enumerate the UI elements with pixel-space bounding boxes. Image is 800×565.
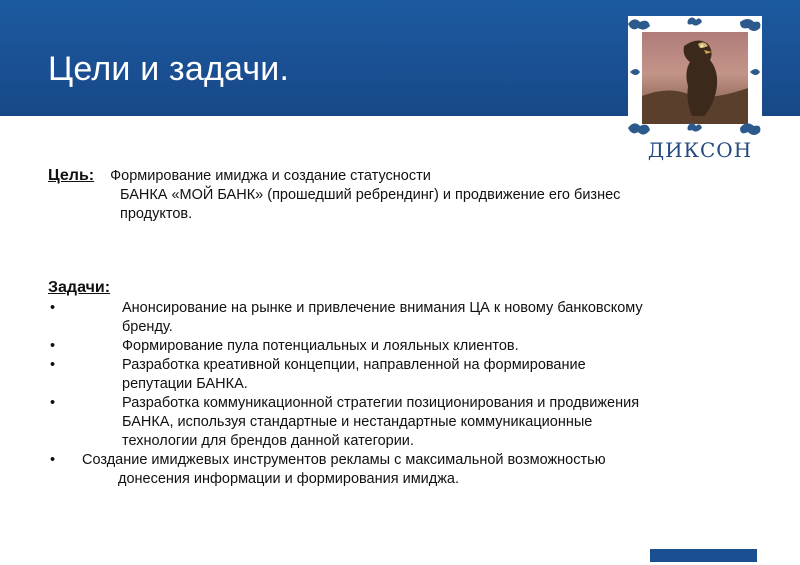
bullet-icon: • [50,357,56,373]
list-item [46,394,766,451]
goal-text-line1: Формирование имиджа и создание статусности [110,168,431,184]
tasks-label: Задачи: [48,279,111,296]
eagle-logo-icon [628,16,762,140]
task-text: бренду. [122,319,173,335]
bullet-icon: • [50,300,56,316]
logo-text: ДИКСОН [647,138,753,162]
task-text: репутации БАНКА. [122,376,248,392]
tasks-list [46,299,766,489]
list-item [46,337,766,356]
dixon-logo [628,16,762,164]
list-item [46,451,766,489]
goal-text-line3: продуктов. [120,206,193,222]
task-text: Создание имиджевых инструментов рекламы с максимальной возможностью [82,452,606,468]
task-text: Разработка коммуникационной стратегии позиционирования и продвижения [122,395,640,411]
task-text: Анонсирование на рынке и привлечение внимания ЦА к новому банковскому [122,300,643,316]
task-text: БАНКА, используя стандартные и нестандартные коммуникационные [122,414,593,430]
task-text: технологии для брендов данной категории. [122,433,414,449]
slide-title: Цели и задачи. [48,50,290,88]
list-item [46,299,766,337]
bullet-icon: • [50,338,56,354]
bullet-icon: • [50,395,56,411]
goal-text-line2: БАНКА «МОЙ БАНК» (прошедший ребрендинг) и продвижение его бизнес [120,187,621,203]
task-text: Формирование пула потенциальных и лояльных клиентов. [122,338,519,354]
task-text: Разработка креативной концепции, направленной на формирование [122,357,586,373]
footer-bar [650,549,757,562]
goal-label: Цель: [48,167,95,184]
list-item [46,356,766,394]
goal-section [48,166,760,224]
task-text: донесения информации и формирования имиджа. [118,471,460,487]
bullet-icon: • [50,452,56,468]
